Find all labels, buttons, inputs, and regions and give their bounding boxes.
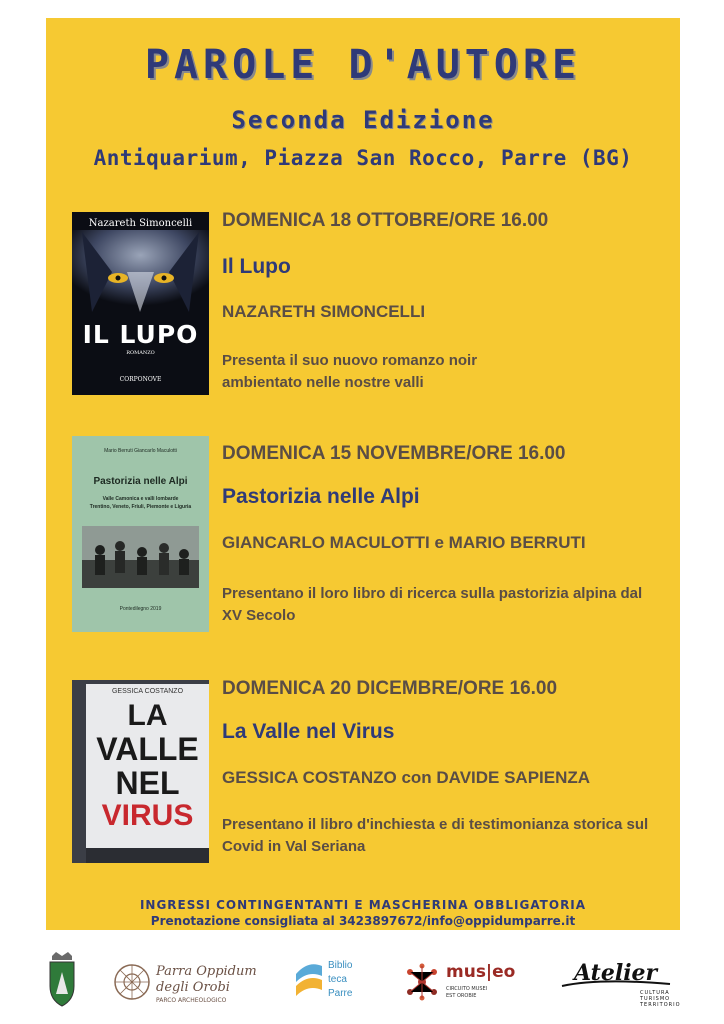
description-line: ambientato nelle nostre valli (222, 374, 424, 391)
book-title: La Valle nel Virus (222, 720, 395, 743)
event-info (222, 443, 672, 643)
cover-imprint: Pontedilegno 2019 (119, 606, 162, 612)
cover-word: LA (127, 699, 168, 732)
cover-subtitle: Valle Camonica e valli lombarde (102, 496, 179, 502)
cover-genre: ROMANZO (126, 350, 155, 356)
shepherds-photo (82, 526, 199, 588)
footer-notice: INGRESSI CONTINGENTANTI E MASCHERINA OBBLIGATORIA (139, 898, 587, 912)
footer-booking: Prenotazione consigliata al 3423897672/info@oppidumparre.it (150, 914, 576, 928)
wolf-image (72, 212, 209, 395)
cover-publisher: CORPONOVE (119, 376, 162, 383)
cover-word: VALLE (96, 731, 199, 767)
parra-oppidum-logo (112, 950, 262, 1010)
book-cover-il-lupo (72, 212, 209, 395)
event-date: DOMENICA 15 NOVEMBRE/ORE 16.00 (222, 443, 566, 464)
poster-venue: Antiquarium, Piazza San Rocco, Parre (BG) (93, 146, 633, 170)
biblioteca-text: teca (328, 974, 347, 985)
atelier-logo (560, 950, 680, 1010)
book-author: NAZARETH SIMONCELLI (222, 302, 426, 321)
poster-title: PAROLE D'AUTORE (144, 42, 582, 88)
book-title: Pastorizia nelle Alpi (222, 485, 420, 508)
museo-text: EST OROBIE (446, 993, 477, 999)
book-title: Il Lupo (222, 255, 291, 278)
atelier-text: TERRITORIO (640, 1002, 681, 1008)
event-poster (46, 18, 680, 930)
biblioteca-logo (294, 950, 354, 1010)
cover-word: VIRUS (101, 799, 194, 832)
cover-title: IL LUPO (82, 320, 199, 349)
museo-icon (402, 962, 442, 1002)
biblioteca-text: Biblio (328, 960, 353, 971)
parra-logo-line1: Parra Oppidum (156, 964, 257, 979)
book-cover-pastorizia (72, 436, 209, 632)
museo-text: mus|eo (446, 962, 516, 982)
book-author: GESSICA COSTANZO con DAVIDE SAPIENZA (222, 768, 591, 787)
cover-word: NEL (115, 765, 180, 801)
description-line: XV Secolo (222, 607, 296, 624)
atelier-text: TURISMO (640, 996, 671, 1002)
parra-logo-line2: degli Orobi (156, 980, 230, 995)
museo-logo (402, 950, 532, 1010)
sponsor-logos (0, 950, 724, 1010)
atelier-text: CULTURA (640, 990, 670, 996)
cover-author: GESSICA COSTANZO (111, 688, 184, 695)
event-info (222, 678, 672, 878)
book-author: GIANCARLO MACULOTTI e MARIO BERRUTI (222, 533, 586, 552)
event-description (222, 350, 672, 394)
biblioteca-icon (294, 956, 324, 1006)
cover-authors: Mario Berruti Giancarlo Maculotti (104, 448, 177, 454)
parra-oppidum-icon (112, 962, 152, 1002)
event-info (222, 210, 672, 410)
description-line: Presentano il libro d'inchiesta e di testimonianza storica sul (222, 816, 649, 833)
biblioteca-text: Parre (328, 988, 353, 999)
cover-subtitle: Trentino, Veneto, Friuli, Piemonte e Liguria (89, 504, 192, 510)
cover-author: Nazareth Simoncelli (88, 218, 193, 229)
book-cover-la-valle-nel-virus (72, 680, 209, 863)
event-description (222, 814, 672, 858)
parra-logo-line3: PARCO ARCHEOLOGICO (156, 997, 227, 1004)
coat-of-arms-icon (44, 950, 80, 1010)
description-line: Covid in Val Seriana (222, 838, 366, 855)
atelier-text: Atelier (574, 960, 658, 986)
description-line: Presentano il loro libro di ricerca sulla pastorizia alpina dal (222, 585, 643, 602)
museo-text: CIRCUITO MUSEI (446, 986, 488, 992)
poster-subtitle: Seconda Edizione (231, 106, 495, 134)
description-line: Presenta il suo nuovo romanzo noir (222, 352, 478, 369)
cover-title: Pastorizia nelle Alpi (93, 476, 188, 487)
event-description (222, 583, 672, 627)
event-date: DOMENICA 18 OTTOBRE/ORE 16.00 (222, 210, 549, 231)
event-date: DOMENICA 20 DICEMBRE/ORE 16.00 (222, 678, 558, 699)
